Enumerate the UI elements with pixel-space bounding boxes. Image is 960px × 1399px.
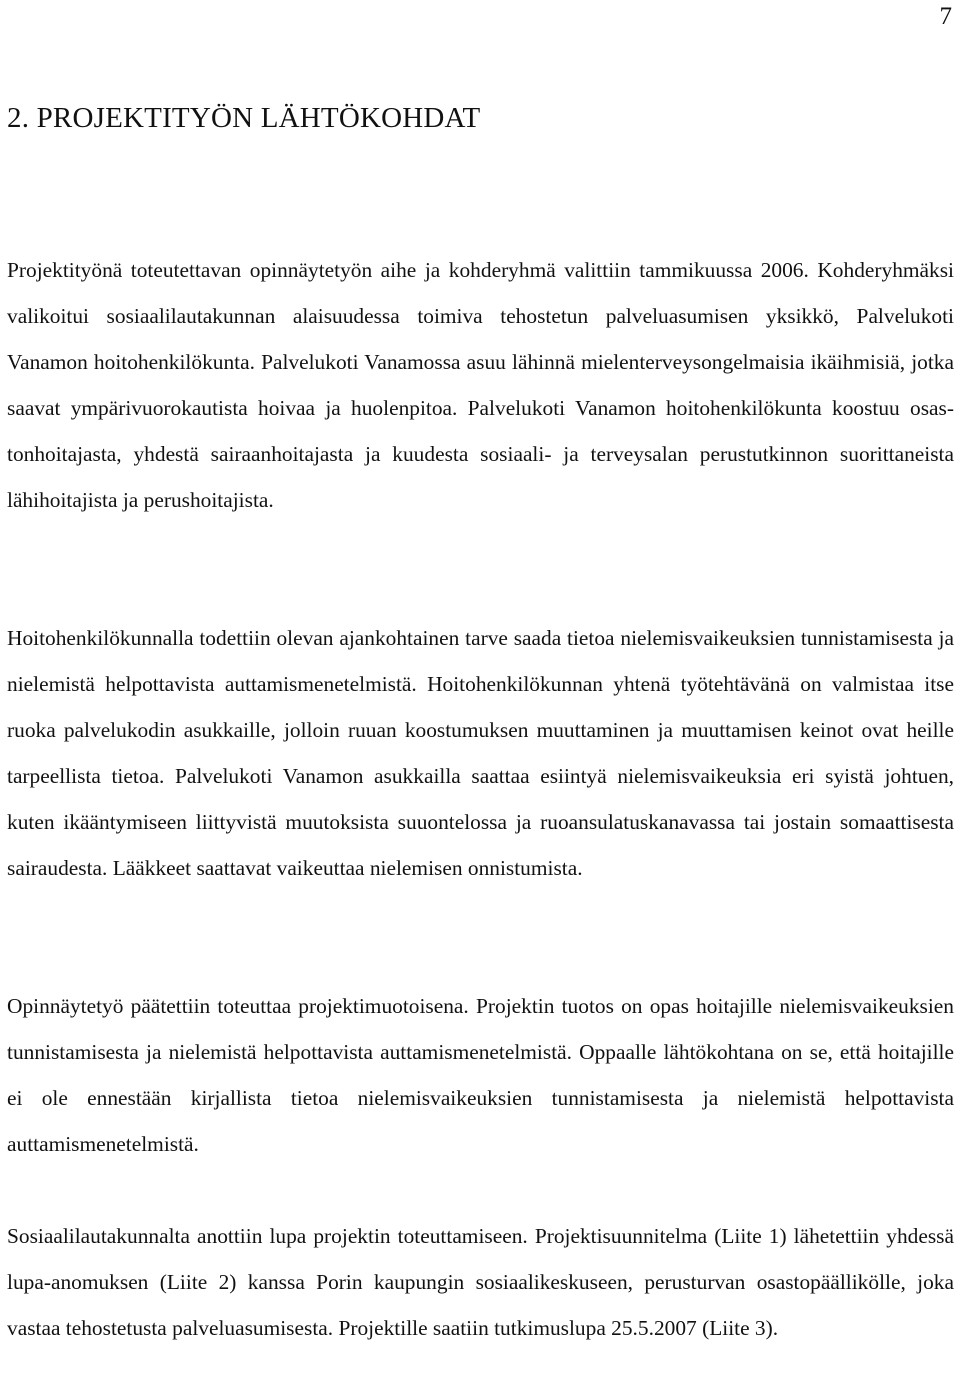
section-heading: 2. PROJEKTITYÖN LÄHTÖKOHDAT [7,102,481,134]
paragraph-staff-needs: Hoitohenkilökunnalla todettiin olevan ajankohtainen tarve saada tietoa nielemisvaikeuksien tunnistamisesta ja nielemistä helpottavista auttamismenetelmistä. Hoitohenkilökunnan yhtenä työtehtävänä on valmistaa itse ruoka palvelukodin asukkaille, jolloin ruuan koostumuksen muuttaminen ja muuttamisen keinot ovat heille tarpeellista tietoa. Palvelukoti Vanamon asukkailla saattaa esiintyä nielemisvaikeuksia eri syistä johtuen, kuten ikääntymiseen liittyvistä muutoksista suuontelossa ja ruoansulatuskanavassa tai jostain somaattisesta sairaudesta. Lääkkeet saattavat vaikeuttaa nielemisen onnistumista. [7,626,954,881]
paragraph-project-form: Opinnäytetyö päätettiin toteuttaa projektimuotoisena. Projektin tuotos on opas hoitajille nielemisvaikeuksien tunnistamisesta ja nielemistä helpottavista auttamismenetelmistä. Oppaalle lähtökohtana on se, että hoitajille ei ole ennestään kirjallista tietoa nielemisvaikeuksien tunnistamisesta ja nielemistä helpottavista auttamismenetelmistä. [7,994,954,1157]
page-number: 7 [939,3,952,30]
paragraph-project-background: Projektityönä toteutettavan opinnäytetyön aihe ja kohderyhmä valittiin tammikuussa 2006. Kohderyhmäksi valikoitui sosiaalilautakunnan alaisuudessa toimiva tehostetun palveluasumisen yksikkö, Palvelukoti Vanamon hoitohenkilökunta. Palvelukoti Vanamossa asuu lähinnä mielenterveysongelmaisia ikäihmisiä, jotka saavat ympärivuorokautista hoivaa ja huolenpitoa. Palvelukoti Vanamon hoitohenkilökunta koostuu osastonhoitajasta, yhdestä sairaanhoitajasta ja kuudesta sosiaali- ja terveysalan perustutkinnon suorittaneista lähihoitajista ja perushoitajista. [7,258,954,513]
paragraph-permission: Sosiaalilautakunnalta anottiin lupa projektin toteuttamiseen. Projektisuunnitelma (Liite 1) lähetettiin yhdessä lupa-anomuksen (Liite 2) kanssa Porin kaupungin sosiaalikeskuseen, perusturvan osastopäällikölle, joka vastaa tehostetusta palveluasumisesta. Projektille saatiin tutkimuslupa 25.5.2007 (Liite 3). [7,1224,954,1341]
